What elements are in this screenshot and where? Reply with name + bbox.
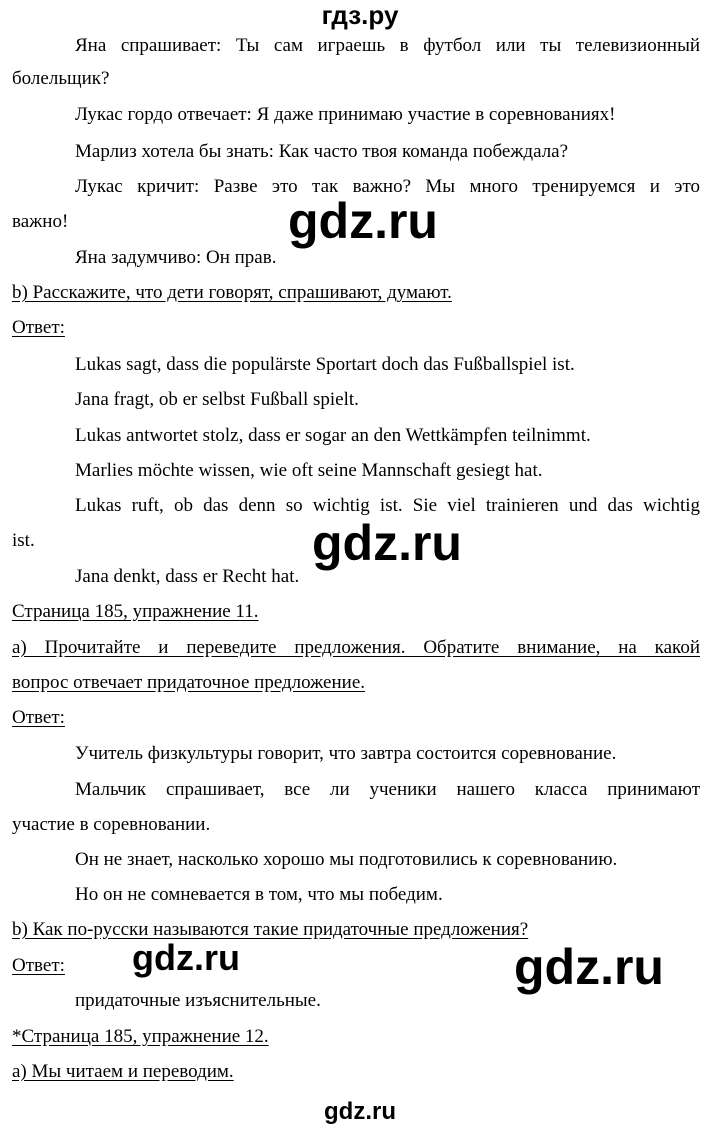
text-line: Jana denkt, dass er Recht hat.: [75, 566, 300, 587]
answer-label: Ответ:: [12, 955, 65, 976]
text-line: Мальчик спрашивает, все ли ученики нашего класса принимают: [75, 779, 700, 800]
text-line: Учитель физкультуры говорит, что завтра состоится соревнование.: [75, 743, 617, 764]
text-line: Lukas sagt, dass die populärste Sportart doch das Fußballspiel ist.: [75, 354, 575, 375]
text-line: болельщик?: [12, 68, 110, 89]
text-line: придаточные изъяснительные.: [75, 990, 321, 1011]
answer-label: Ответ:: [12, 707, 65, 728]
text-line: Яна спрашивает: Ты сам играешь в футбол или ты телевизионный: [75, 35, 700, 56]
section-heading: вопрос отвечает придаточное предложение.: [12, 672, 366, 693]
text-line: Marlies möchte wissen, wie oft seine Mannschaft gesiegt hat.: [75, 460, 543, 481]
text-line: участие в соревновании.: [12, 814, 211, 835]
watermark: gdz.ru: [514, 939, 664, 995]
section-heading: b) Как по-русски называются такие придаточные предложения?: [12, 919, 529, 940]
watermark: gdz.ru: [288, 193, 438, 249]
text-line: Lukas ruft, ob das denn so wichtig ist. Sie viel trainieren und das wichtig: [75, 495, 700, 516]
text-line: Lukas antwortet stolz, dass er sogar an den Wettkämpfen teilnimmt.: [75, 425, 591, 446]
section-heading: Страница 185, упражнение 11.: [12, 601, 259, 622]
text-line: Лукас кричит: Разве это так важно? Мы много тренируемся и это: [75, 176, 700, 197]
text-line: Лукас гордо отвечает: Я даже принимаю участие в соревнованиях!: [75, 104, 616, 125]
section-heading: a) Прочитайте и переведите предложения. Обратите внимание, на какой: [12, 637, 700, 658]
text-line: Марлиз хотела бы знать: Как часто твоя команда побеждала?: [75, 141, 569, 162]
text-line: важно!: [12, 211, 69, 232]
text-line: Но он не сомневается в том, что мы победим.: [75, 884, 443, 905]
text-line: Jana fragt, ob er selbst Fußball spielt.: [75, 389, 359, 410]
text-line: Он не знает, насколько хорошо мы подготовились к соревнованию.: [75, 849, 618, 870]
text-line: ist.: [12, 530, 35, 551]
answer-label: Ответ:: [12, 317, 65, 338]
section-heading: a) Мы читаем и переводим.: [12, 1061, 234, 1082]
watermark: gdz.ru: [312, 515, 462, 571]
section-heading: b) Расскажите, что дети говорят, спрашивают, думают.: [12, 282, 452, 303]
text-line: Яна задумчиво: Он прав.: [75, 247, 277, 268]
site-header: гдз.ру: [321, 0, 399, 30]
watermark: gdz.ru: [132, 937, 240, 978]
section-heading: *Страница 185, упражнение 12.: [12, 1026, 269, 1047]
site-footer: gdz.ru: [324, 1098, 396, 1125]
